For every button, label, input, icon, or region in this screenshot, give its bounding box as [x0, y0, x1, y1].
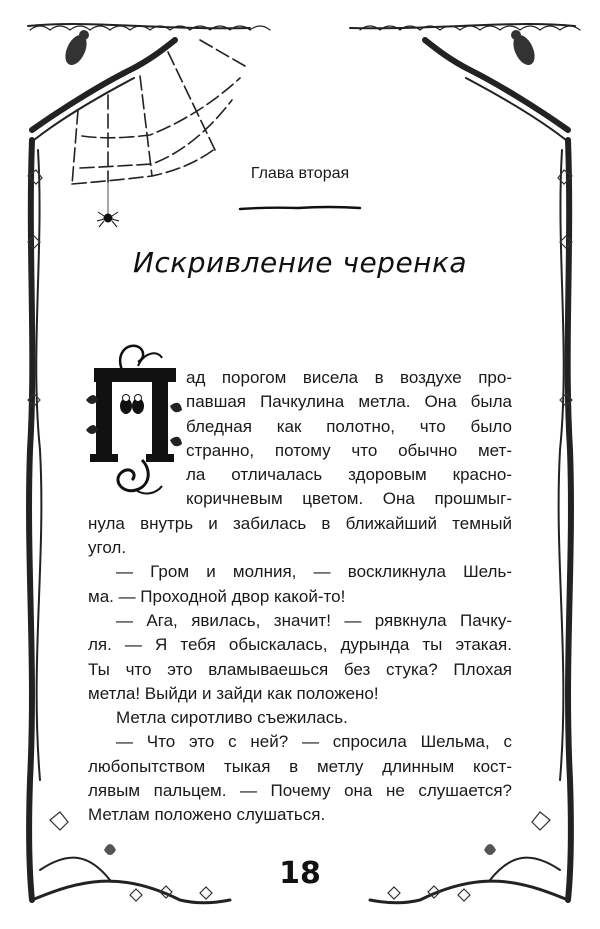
text-line: метла! Выйди и зайди как положено!	[88, 683, 379, 703]
chapter-label: Глава вторая	[250, 165, 350, 182]
text-line: любопытством тыкая в метлу длинным кост-	[88, 756, 512, 776]
text-line: Ты что это вламываешься без стука? Плохая	[88, 659, 512, 679]
chapter-body-text	[88, 366, 512, 828]
text-line: ла отличалась здоровым красно-	[186, 465, 512, 485]
text-line: Метла сиротливо съежилась.	[116, 708, 348, 728]
text-line: лявым пальцем. — Почему она не слушается?	[88, 781, 512, 801]
text-line: нула внутрь и забилась в ближайший темный	[88, 513, 512, 533]
text-line: — Гром и молния, — воскликнула Шель-	[116, 562, 512, 582]
text-line: ма. — Проходной двор какой-то!	[88, 586, 346, 606]
text-line: коричневым цветом. Она прошмыг-	[186, 489, 512, 509]
text-line: Метлам положено слушаться.	[88, 805, 326, 825]
text-line: странно, потому что обычно мет-	[186, 440, 512, 460]
chapter-divider-rule	[238, 205, 362, 211]
chapter-title: Искривление черенка	[132, 246, 468, 279]
text-line: ад порогом висела в воздухе про-	[186, 368, 512, 387]
text-line: павшая Пачкулина метла. Она была	[186, 392, 512, 412]
text-line: угол.	[88, 538, 127, 558]
text-line: — Что это с ней? — спросила Шельма, с	[116, 732, 512, 752]
text-line: ля. — Я тебя обыскалась, дурында ты этакая.	[88, 635, 512, 655]
page-number: 18	[279, 856, 321, 891]
text-line: бледная как полотно, что было	[186, 416, 512, 436]
text-line: — Ага, явилась, значит! — рявкнула Пачку-	[116, 610, 512, 630]
